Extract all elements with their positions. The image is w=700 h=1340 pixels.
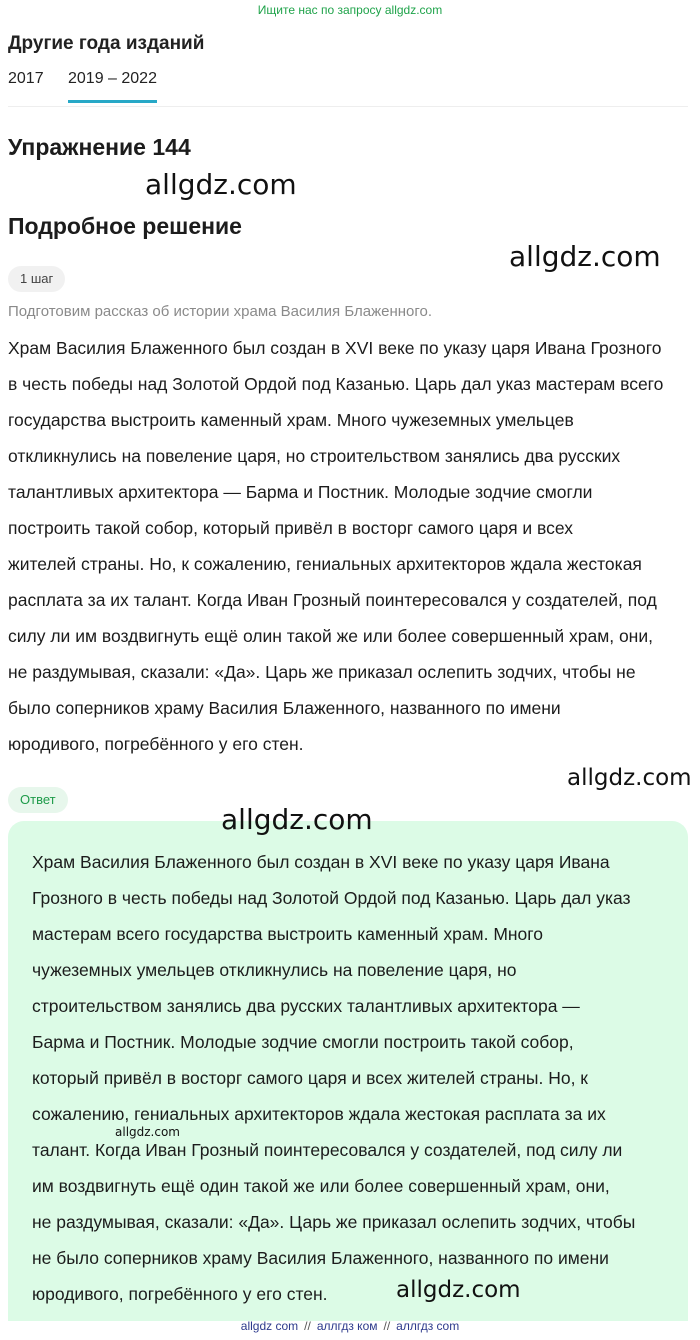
editions-title: Другие года изданий: [8, 33, 205, 54]
exercise-title: Упражнение 144: [8, 134, 191, 160]
watermark: allgdz.com: [567, 765, 692, 791]
solution-line: государства выстроить каменный храм. Много чужеземных умельцев: [8, 410, 574, 430]
answer-line: не раздумывая, сказали: «Да». Царь же приказал ослепить зодчих, чтобы: [32, 1212, 636, 1232]
solution-line: талантливых архитектора — Барма и Постник. Молодые зодчие смогли: [8, 482, 593, 502]
answer-line: не было соперников храму Василия Блаженного, названного по имени: [32, 1248, 609, 1268]
answer-line: мастерам всего государства выстроить каменный храм. Много: [32, 924, 544, 944]
solution-line: юродивого, погребённого у его стен.: [8, 734, 304, 754]
solution-title: Подробное решение: [8, 213, 242, 239]
answer-line: чужеземных умельцев откликнулись на повеление царя, но: [32, 960, 517, 980]
solution-line: в честь победы над Золотой Ордой под Казанью. Царь дал указ мастерам всего: [8, 374, 664, 394]
solution-line: не раздумывая, сказали: «Да». Царь же приказал ослепить зодчих, чтобы не: [8, 662, 636, 682]
solution-line: откликнулись на повеление царя, но строительством занялись два русских: [8, 446, 621, 466]
tab-2019-2022[interactable]: 2019 – 2022: [68, 70, 157, 103]
watermark: allgdz.com: [115, 1125, 180, 1139]
answer-line: им воздвигнуть ещё один такой же или более совершенный храм, они,: [32, 1176, 610, 1196]
solution-line: построить такой собор, который привёл в восторг самого царя и всех: [8, 518, 573, 538]
answer-line: Грозного в честь победы над Золотой Ордой под Казанью. Царь дал указ: [32, 888, 631, 908]
answer-line: талант. Когда Иван Грозный поинтересовался у создателей, под силу ли: [32, 1140, 623, 1160]
tab-2017[interactable]: 2017: [8, 70, 44, 87]
solution-line: было соперников храму Василия Блаженного, названного по имени: [8, 698, 561, 718]
footer-link[interactable]: allgdz com: [240, 1319, 299, 1333]
step-hint: Подготовим рассказ об истории храма Василия Блаженного.: [8, 303, 433, 320]
footer-separator: //: [304, 1319, 311, 1333]
answer-line: Барма и Постник. Молодые зодчие смогли построить такой собор,: [32, 1032, 574, 1052]
footer-links: [0, 1319, 700, 1333]
answer-text: [32, 844, 672, 1312]
footer-separator: //: [383, 1319, 391, 1333]
answer-line: юродивого, погребённого у его стен.: [32, 1284, 328, 1304]
answer-badge: Ответ: [8, 787, 68, 813]
answer-line: который привёл в восторг самого царя и всех жителей страны. Но, к: [32, 1068, 588, 1088]
watermark: allgdz.com: [509, 240, 661, 273]
solution-text: [8, 330, 698, 762]
solution-line: силу ли им воздвигнуть ещё олин такой же или более совершенный храм, они,: [8, 626, 653, 646]
footer-link[interactable]: аллгдз com: [396, 1319, 460, 1333]
answer-line: сожалению, гениальных архитекторов ждала жестокая расплата за их: [32, 1104, 606, 1124]
step-badge: 1 шаг: [8, 266, 65, 292]
answer-line: Храм Василия Блаженного был создан в XVI веке по указу царя Ивана: [32, 852, 610, 872]
answer-line: строительством занялись два русских талантливых архитектора —: [32, 996, 580, 1016]
footer-link[interactable]: аллгдз ком: [316, 1319, 378, 1333]
solution-line: расплата за их талант. Когда Иван Грозный поинтересовался у создателей, под: [8, 590, 657, 610]
solution-line: жителей страны. Но, к сожалению, гениальных архитекторов ждала жестокая: [8, 554, 642, 574]
tabs-divider: [8, 106, 688, 107]
top-banner[interactable]: Ищите нас по запросу allgdz.com: [257, 3, 443, 17]
watermark: allgdz.com: [396, 1277, 521, 1303]
solution-line: Храм Василия Блаженного был создан в XVI веке по указу царя Ивана Грозного: [8, 338, 662, 358]
watermark: allgdz.com: [221, 803, 373, 836]
watermark: allgdz.com: [145, 168, 297, 201]
edition-tabs: [8, 70, 688, 108]
